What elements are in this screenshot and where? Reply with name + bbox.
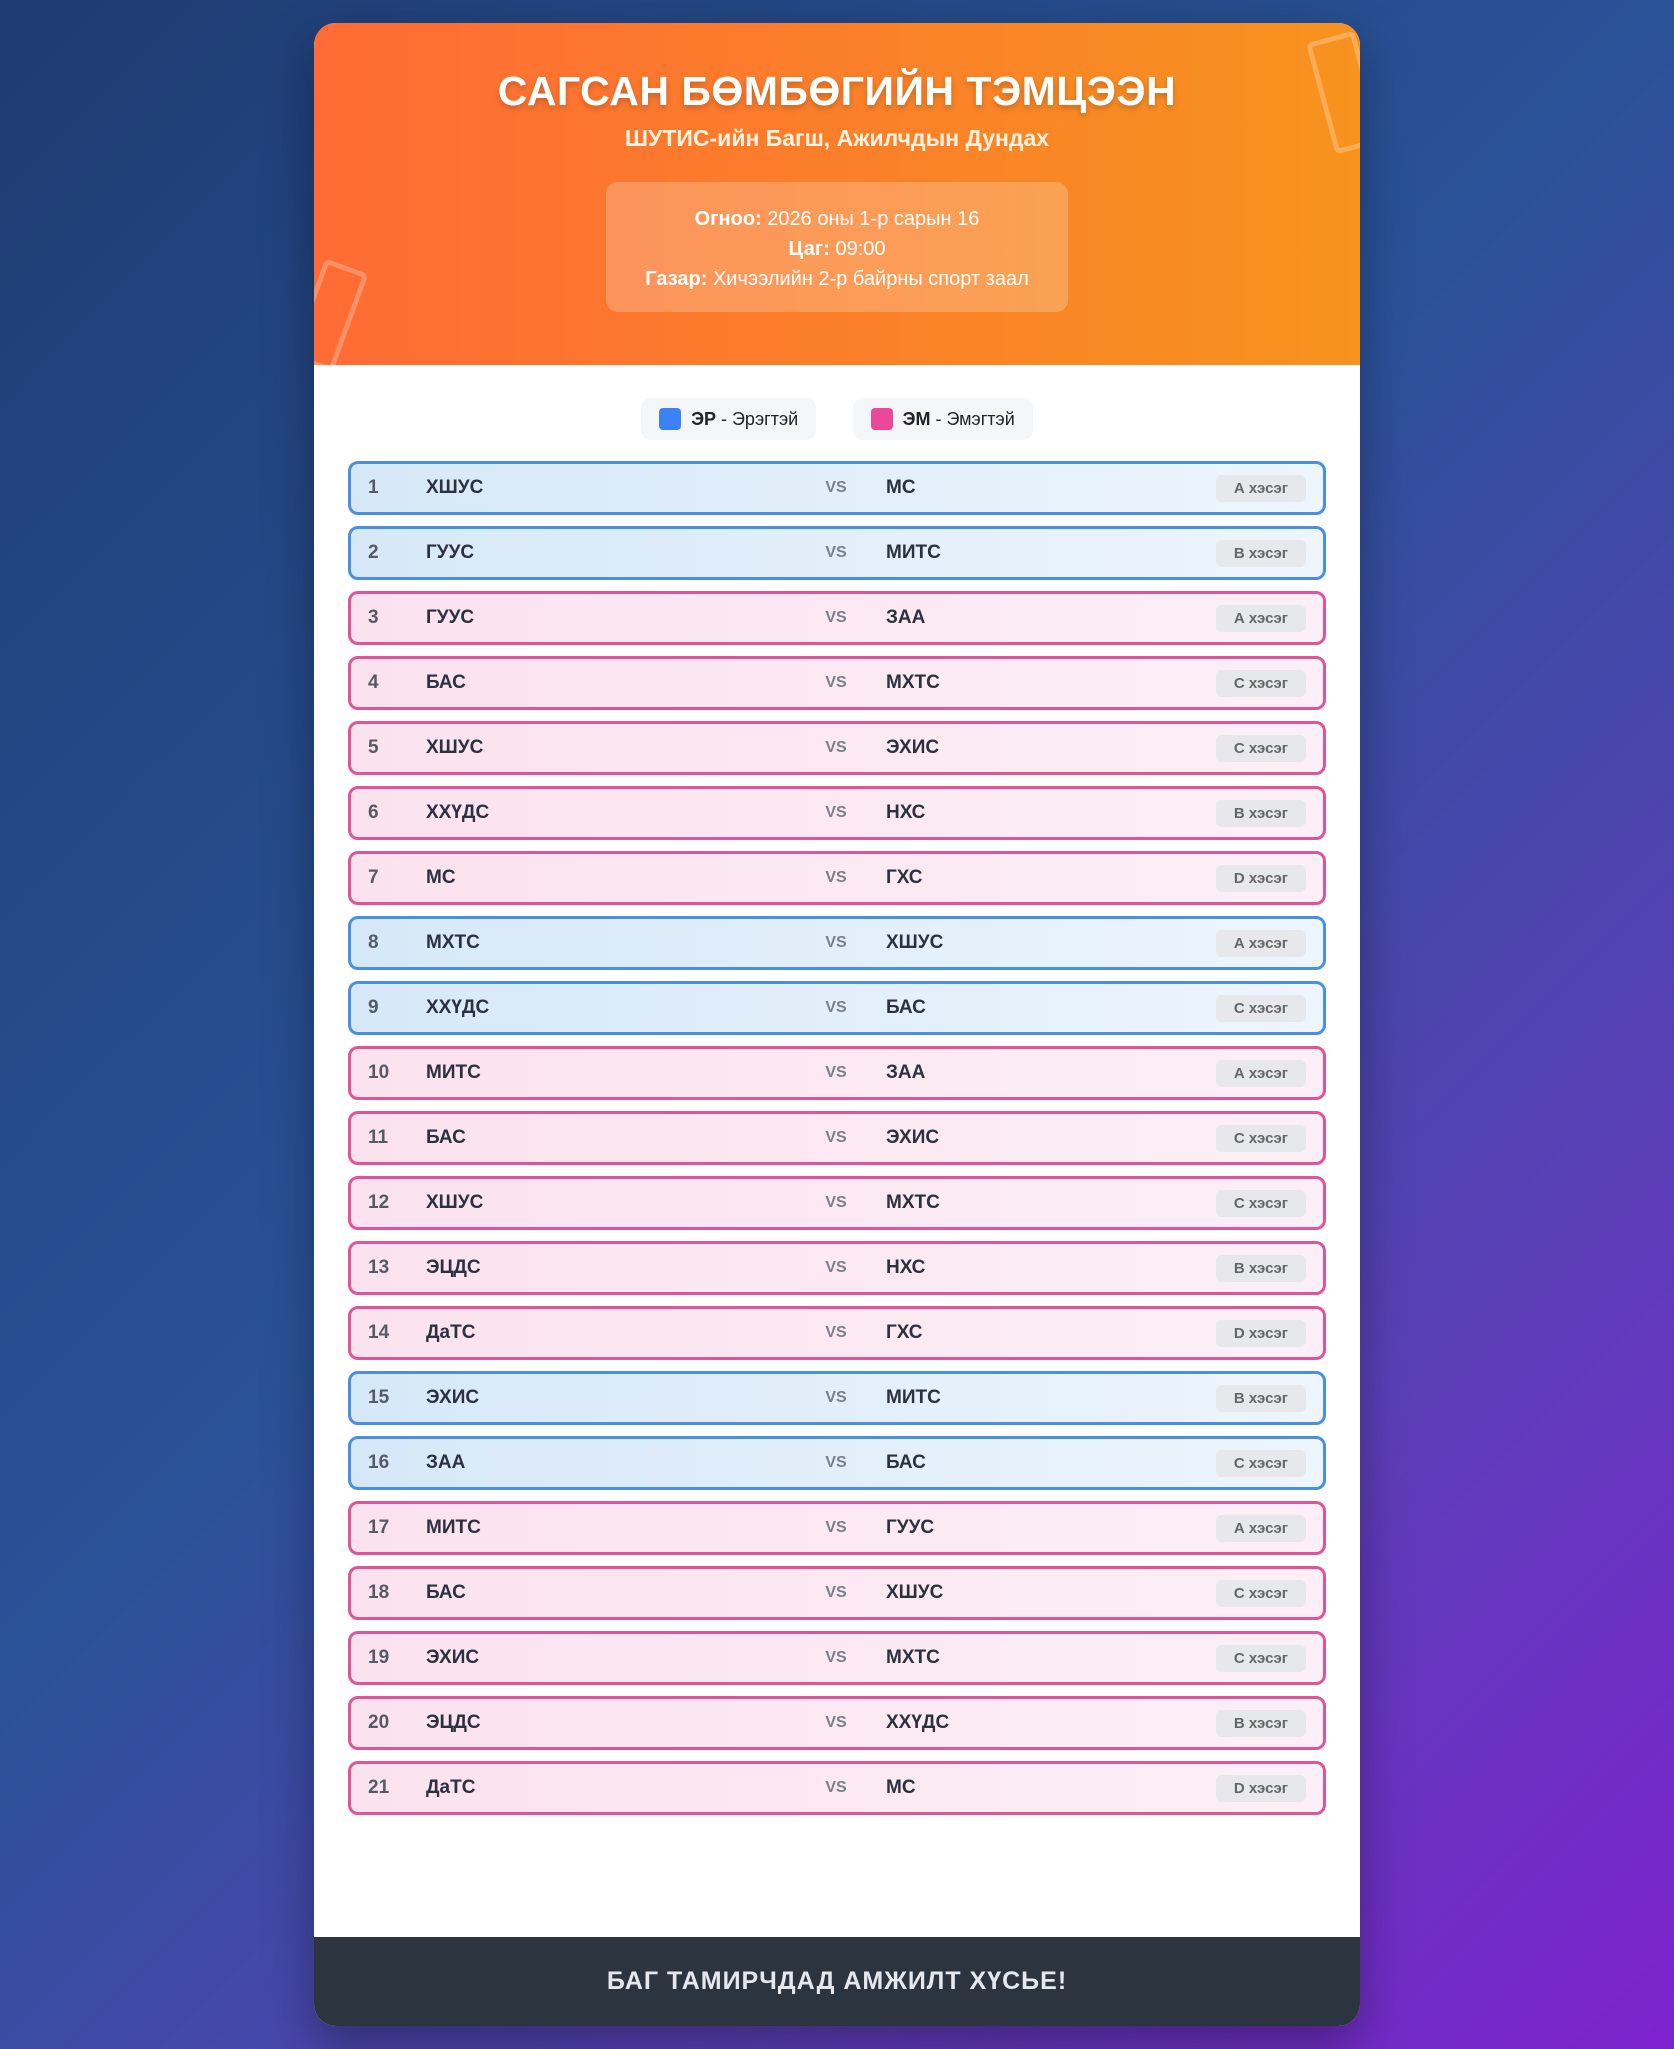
group-badge: D хэсэг (1216, 1775, 1306, 1802)
home-team: ДаТС (426, 1322, 476, 1343)
men-color-swatch (659, 408, 681, 430)
group-badge: В хэсэг (1216, 1255, 1306, 1282)
match-row (348, 591, 1326, 645)
page-subtitle: ШУТИС-ийн Багш, Ажилчдын Дундах (624, 125, 1050, 151)
vs-label: VS (825, 1714, 847, 1731)
schedule-card (314, 23, 1360, 2026)
match-row (348, 1501, 1326, 1555)
home-team: МИТС (426, 1517, 481, 1538)
match-number: 20 (368, 1712, 390, 1733)
match-row (348, 721, 1326, 775)
group-badge: D хэсэг (1216, 865, 1306, 892)
group-badge: С хэсэг (1216, 1125, 1306, 1152)
home-team: ЭХИС (426, 1387, 480, 1408)
legend-women-code: ЭМ (902, 408, 931, 429)
group-badge: С хэсэг (1216, 1580, 1306, 1607)
date-value: 2026 оны 1-р сарын 16 (767, 208, 980, 230)
match-number: 7 (368, 867, 379, 888)
date-label: Огноо: (694, 208, 762, 230)
match-row (348, 1371, 1326, 1425)
home-team: ХХҮДС (426, 802, 490, 823)
page-title: САГСАН БӨМБӨГИЙН ТЭМЦЭЭН (497, 68, 1177, 114)
away-team: МХТС (886, 1647, 940, 1668)
match-number: 17 (368, 1517, 390, 1538)
decorative-frame-shape (314, 258, 369, 365)
home-team: ХХҮДС (426, 997, 490, 1018)
footer-banner (314, 1937, 1360, 2026)
match-number: 10 (368, 1062, 390, 1083)
match-number: 5 (368, 737, 379, 758)
match-row (348, 1046, 1326, 1100)
group-badge: А хэсэг (1216, 1515, 1306, 1542)
match-number: 13 (368, 1257, 390, 1278)
away-team: ХШУС (886, 1582, 944, 1603)
match-row (348, 1566, 1326, 1620)
match-row (348, 1631, 1326, 1685)
group-badge: В хэсэг (1216, 540, 1306, 567)
match-row (348, 1111, 1326, 1165)
away-team: МХТС (886, 672, 940, 693)
place-line (606, 264, 1068, 294)
group-badge: D хэсэг (1216, 1320, 1306, 1347)
time-line (606, 234, 1068, 264)
group-badge: А хэсэг (1216, 930, 1306, 957)
match-row (348, 1176, 1326, 1230)
home-team: ХШУС (426, 1192, 484, 1213)
away-team: НХС (886, 1257, 926, 1278)
footer-text: БАГ ТАМИРЧДАД АМЖИЛТ ХҮСЬЕ! (606, 1967, 1068, 1995)
away-team: ЗАА (886, 607, 926, 628)
vs-label: VS (825, 1779, 847, 1796)
home-team: ЗАА (426, 1452, 466, 1473)
match-row (348, 461, 1326, 515)
group-badge: С хэсэг (1216, 1450, 1306, 1477)
match-number: 16 (368, 1452, 390, 1473)
home-team: ХШУС (426, 737, 484, 758)
home-team: ЭЦДС (426, 1712, 481, 1733)
match-list (314, 461, 1360, 1815)
home-team: БАС (426, 672, 466, 693)
vs-label: VS (825, 1259, 847, 1276)
group-badge: С хэсэг (1216, 670, 1306, 697)
vs-label: VS (825, 999, 847, 1016)
vs-label: VS (825, 479, 847, 496)
legend-item-men (641, 398, 816, 440)
vs-label: VS (825, 1194, 847, 1211)
match-number: 9 (368, 997, 379, 1018)
away-team: НХС (886, 802, 926, 823)
match-number: 1 (368, 477, 379, 498)
match-row (348, 786, 1326, 840)
group-badge: В хэсэг (1216, 1710, 1306, 1737)
match-number: 2 (368, 542, 379, 563)
group-badge: С хэсэг (1216, 735, 1306, 762)
legend-women-text: - Эмэгтэй (935, 408, 1015, 429)
legend-men-text: - Эрэгтэй (721, 408, 799, 429)
match-row (348, 851, 1326, 905)
away-team: МС (886, 477, 916, 498)
away-team: БАС (886, 997, 926, 1018)
away-team: ХШУС (886, 932, 944, 953)
match-row (348, 526, 1326, 580)
away-team: БАС (886, 1452, 926, 1473)
away-team: ЭХИС (886, 737, 940, 758)
home-team: ГУУС (426, 542, 475, 563)
home-team: ГУУС (426, 607, 475, 628)
match-number: 15 (368, 1387, 390, 1408)
vs-label: VS (825, 674, 847, 691)
away-team: ГХС (886, 867, 923, 888)
home-team: БАС (426, 1582, 466, 1603)
time-label: Цаг: (788, 238, 830, 260)
vs-label: VS (825, 739, 847, 756)
match-row (348, 981, 1326, 1035)
legend-men-code: ЭР (691, 408, 716, 429)
women-color-swatch (871, 408, 893, 430)
home-team: МИТС (426, 1062, 481, 1083)
vs-label: VS (825, 609, 847, 626)
home-team: МХТС (426, 932, 480, 953)
home-team: ХШУС (426, 477, 484, 498)
vs-label: VS (825, 1519, 847, 1536)
vs-label: VS (825, 1389, 847, 1406)
vs-label: VS (825, 1584, 847, 1601)
match-number: 4 (368, 672, 379, 693)
group-badge: С хэсэг (1216, 1645, 1306, 1672)
vs-label: VS (825, 1454, 847, 1471)
home-team: ЭЦДС (426, 1257, 481, 1278)
match-row (348, 1241, 1326, 1295)
vs-label: VS (825, 544, 847, 561)
group-badge: А хэсэг (1216, 605, 1306, 632)
match-number: 19 (368, 1647, 390, 1668)
match-number: 3 (368, 607, 379, 628)
match-number: 14 (368, 1322, 390, 1343)
group-badge: С хэсэг (1216, 995, 1306, 1022)
home-team: БАС (426, 1127, 466, 1148)
header-banner (314, 23, 1360, 365)
away-team: МИТС (886, 1387, 941, 1408)
group-badge: А хэсэг (1216, 1060, 1306, 1087)
place-label: Газар: (645, 268, 708, 290)
match-row (348, 1306, 1326, 1360)
away-team: ЗАА (886, 1062, 926, 1083)
away-team: МХТС (886, 1192, 940, 1213)
legend-item-women (853, 398, 1033, 440)
match-number: 11 (368, 1127, 389, 1148)
group-badge: С хэсэг (1216, 1190, 1306, 1217)
vs-label: VS (825, 1649, 847, 1666)
match-number: 12 (368, 1192, 390, 1213)
vs-label: VS (825, 1064, 847, 1081)
match-row (348, 656, 1326, 710)
away-team: ГУУС (886, 1517, 935, 1538)
away-team: ХХҮДС (886, 1712, 950, 1733)
event-info-box (606, 182, 1068, 312)
away-team: МИТС (886, 542, 941, 563)
group-badge: А хэсэг (1216, 475, 1306, 502)
match-number: 21 (368, 1777, 390, 1798)
match-number: 6 (368, 802, 379, 823)
match-row (348, 1436, 1326, 1490)
time-value: 09:00 (835, 238, 886, 260)
vs-label: VS (825, 1324, 847, 1341)
date-line (606, 204, 1068, 234)
vs-label: VS (825, 804, 847, 821)
match-row (348, 916, 1326, 970)
home-team: МС (426, 867, 456, 888)
match-number: 8 (368, 932, 379, 953)
vs-label: VS (825, 934, 847, 951)
away-team: ЭХИС (886, 1127, 940, 1148)
home-team: ДаТС (426, 1777, 476, 1798)
match-number: 18 (368, 1582, 390, 1603)
away-team: ГХС (886, 1322, 923, 1343)
match-row (348, 1761, 1326, 1815)
group-badge: В хэсэг (1216, 800, 1306, 827)
vs-label: VS (825, 869, 847, 886)
place-value: Хичээлийн 2-р байрны спорт заал (712, 268, 1029, 290)
vs-label: VS (825, 1129, 847, 1146)
group-badge: В хэсэг (1216, 1385, 1306, 1412)
match-row (348, 1696, 1326, 1750)
legend (314, 365, 1360, 437)
away-team: МС (886, 1777, 916, 1798)
home-team: ЭХИС (426, 1647, 480, 1668)
